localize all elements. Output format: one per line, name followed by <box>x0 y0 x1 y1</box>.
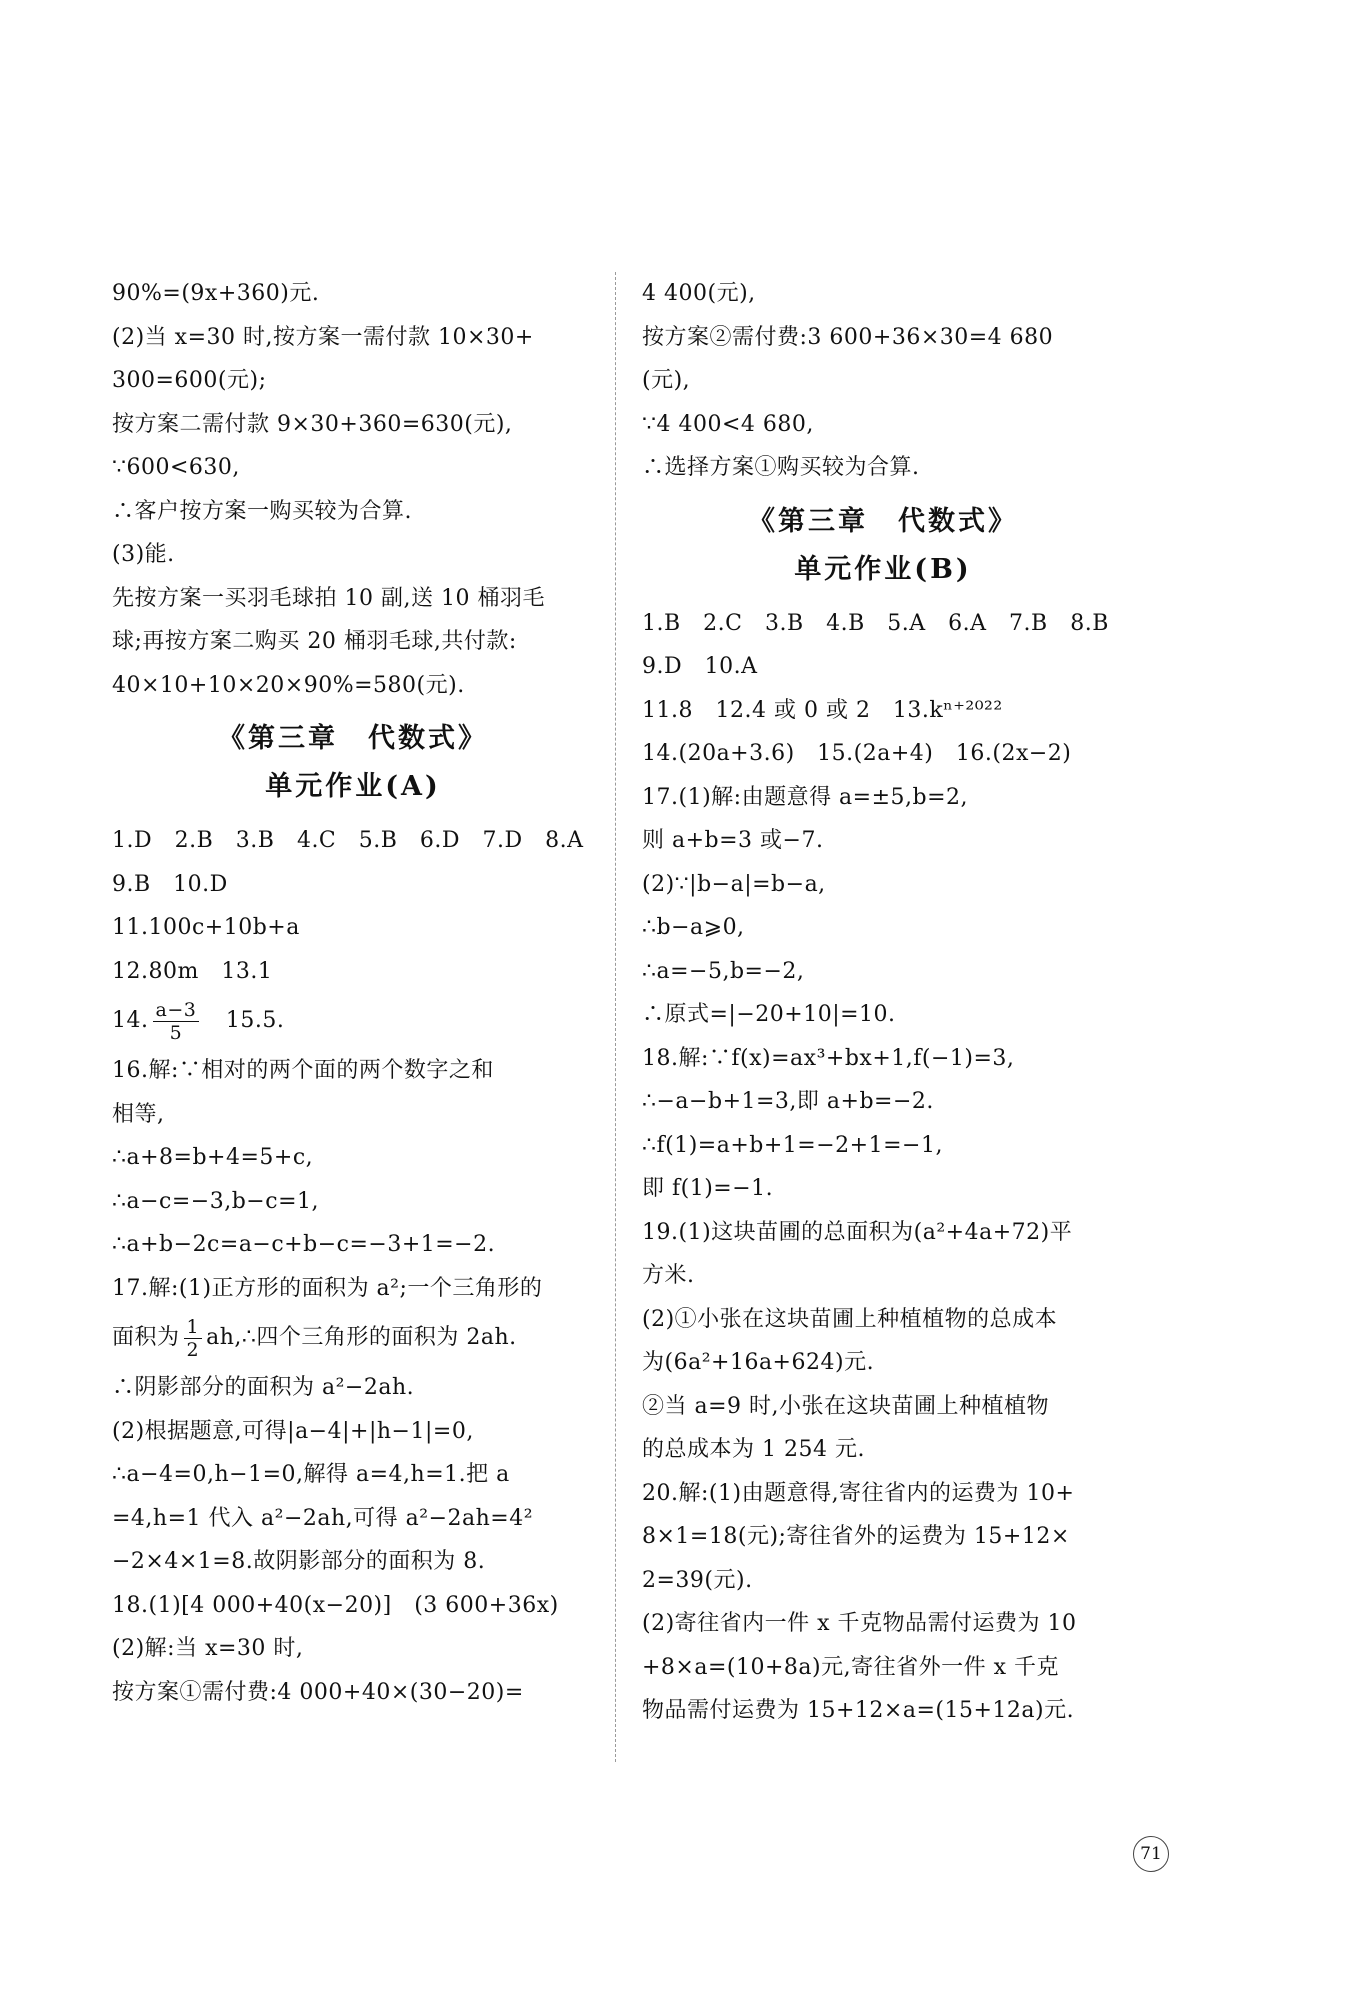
text-line: 球;再按方案二购买 20 桶羽毛球,共付款: <box>112 629 517 654</box>
text-line: +8×a=(10+8a)元,寄往省外一件 x 千克 <box>642 1654 1060 1680</box>
text-line: ∴f(1)=a+b+1=−2+1=−1, <box>642 1132 943 1158</box>
text-line: ∴−a−b+1=3,即 a+b=−2. <box>642 1089 934 1114</box>
left-column <box>112 272 594 1714</box>
text-line: 18.(1)[4 000+40(x−20)] (3 600+36x) <box>112 1592 559 1618</box>
text-line: (3)能. <box>112 542 175 567</box>
text-line: (2)根据题意,可得|a−4|+|h−1|=0, <box>112 1418 474 1444</box>
text-line: (2)寄往省内一件 x 千克物品需付运费为 10 <box>642 1611 1077 1636</box>
fraction-numerator: 1 <box>184 1316 203 1339</box>
text-line: 14.(20a+3.6) 15.(2a+4) 16.(2x−2) <box>642 741 1072 766</box>
q14-fraction <box>153 999 200 1044</box>
text-line: (2)解:当 x=30 时, <box>112 1636 304 1661</box>
text-line: (元), <box>642 368 691 393</box>
text-line: 16.解:∵相对的两个面的两个数字之和 <box>112 1058 494 1083</box>
fraction-numerator: a−3 <box>153 999 200 1022</box>
answer-line: 11.100c+10b+a <box>112 915 300 940</box>
section-title: 《第三章 代数式》 <box>748 505 1018 537</box>
text-line: ∵4 400<4 680, <box>642 411 814 437</box>
text-line: 300=600(元); <box>112 368 267 393</box>
section-subtitle: 单元作业(A) <box>265 771 441 802</box>
text-line: ∴a+8=b+4=5+c, <box>112 1145 314 1170</box>
text-line: 的总成本为 1 254 元. <box>642 1437 865 1462</box>
text-line: ∴阴影部分的面积为 a²−2ah. <box>112 1375 415 1400</box>
section-subtitle: 单元作业(B) <box>794 553 972 585</box>
q17-area-suffix: ah,∴四个三角形的面积为 2ah. <box>206 1325 517 1350</box>
text-line: 为(6a²+16a+624)元. <box>642 1350 875 1375</box>
text-line: 8×1=18(元);寄往省外的运费为 15+12× <box>642 1524 1070 1549</box>
text-line: (2)当 x=30 时,按方案一需付款 10×30+ <box>112 324 534 350</box>
text-line: ∵600<630, <box>112 455 240 480</box>
text-line: 17.(1)解:由题意得 a=±5,b=2, <box>642 784 969 810</box>
q17-area-prefix: 面积为 <box>112 1325 180 1350</box>
text-line: 方米. <box>642 1263 695 1288</box>
fraction-denominator: 2 <box>186 1338 200 1361</box>
text-line: 11.8 12.4 或 0 或 2 13.kⁿ⁺²⁰²² <box>642 697 1003 723</box>
text-line: ②当 a=9 时,小张在这块苗圃上种植植物 <box>642 1393 1050 1419</box>
text-line: 按方案①需付费:4 000+40×(30−20)= <box>112 1679 524 1705</box>
text-line: 90%=(9x+360)元. <box>112 281 320 306</box>
right-column <box>642 272 1124 1733</box>
text-line: 1.B 2.C 3.B 4.B 5.A 6.A 7.B 8.B <box>642 610 1109 636</box>
text-line: 19.(1)这块苗圃的总面积为(a²+4a+72)平 <box>642 1219 1073 1245</box>
text-line: (2)①小张在这块苗圃上种植植物的总成本 <box>642 1306 1058 1332</box>
text-line: ∴a−c=−3,b−c=1, <box>112 1188 319 1214</box>
text-line: 物品需付运费为 15+12×a=(15+12a)元. <box>642 1698 1075 1723</box>
text-line: 4 400(元), <box>642 281 756 306</box>
text-line: 先按方案一买羽毛球拍 10 副,送 10 桶羽毛 <box>112 585 545 611</box>
text-line: 2=39(元). <box>642 1567 753 1593</box>
text-line: 17.解:(1)正方形的面积为 a²;一个三角形的 <box>112 1275 543 1301</box>
text-line: −2×4×1=8.故阴影部分的面积为 8. <box>112 1549 486 1574</box>
text-line: 40×10+10×20×90%=580(元). <box>112 672 465 698</box>
section-title: 《第三章 代数式》 <box>218 723 488 754</box>
half-fraction <box>184 1316 203 1361</box>
text-line: 9.D 10.A <box>642 654 758 679</box>
text-line: ∴客户按方案一购买较为合算. <box>112 498 412 524</box>
text-line: 按方案二需付款 9×30+360=630(元), <box>112 411 513 437</box>
fraction-denominator: 5 <box>169 1021 183 1044</box>
q14-line <box>112 993 594 1049</box>
text-line: ∴a+b−2c=a−c+b−c=−3+1=−2. <box>112 1232 496 1257</box>
text-line: ∴a−4=0,h−1=0,解得 a=4,h=1.把 a <box>112 1462 510 1487</box>
column-divider <box>615 272 616 1762</box>
answer-line: 1.D 2.B 3.B 4.C 5.B 6.D 7.D 8.A <box>112 828 584 853</box>
q17-area-line <box>112 1310 594 1366</box>
page-number: 71 <box>1133 1836 1169 1872</box>
answer-line: 12.80m 13.1 <box>112 958 273 984</box>
text-line: 即 f(1)=−1. <box>642 1176 774 1201</box>
text-line: 相等, <box>112 1101 165 1127</box>
text-line: ∴选择方案①购买较为合算. <box>642 455 920 480</box>
text-line: 按方案②需付费:3 600+36×30=4 680 <box>642 324 1054 350</box>
text-line: 18.解:∵f(x)=ax³+bx+1,f(−1)=3, <box>642 1045 1015 1071</box>
answer-line: 9.B 10.D <box>112 871 228 897</box>
q14-prefix: 14. <box>112 1008 149 1033</box>
text-line: ∴b−a⩾0, <box>642 915 745 940</box>
text-line: 则 a+b=3 或−7. <box>642 828 824 853</box>
text-line: ∴原式=|−20+10|=10. <box>642 1002 896 1027</box>
text-line: =4,h=1 代入 a²−2ah,可得 a²−2ah=4² <box>112 1505 534 1531</box>
text-line: ∴a=−5,b=−2, <box>642 958 805 984</box>
text-line: (2)∵|b−a|=b−a, <box>642 871 826 897</box>
text-line: 20.解:(1)由题意得,寄往省内的运费为 10+ <box>642 1480 1075 1506</box>
q14-suffix: 15.5. <box>203 1008 285 1033</box>
